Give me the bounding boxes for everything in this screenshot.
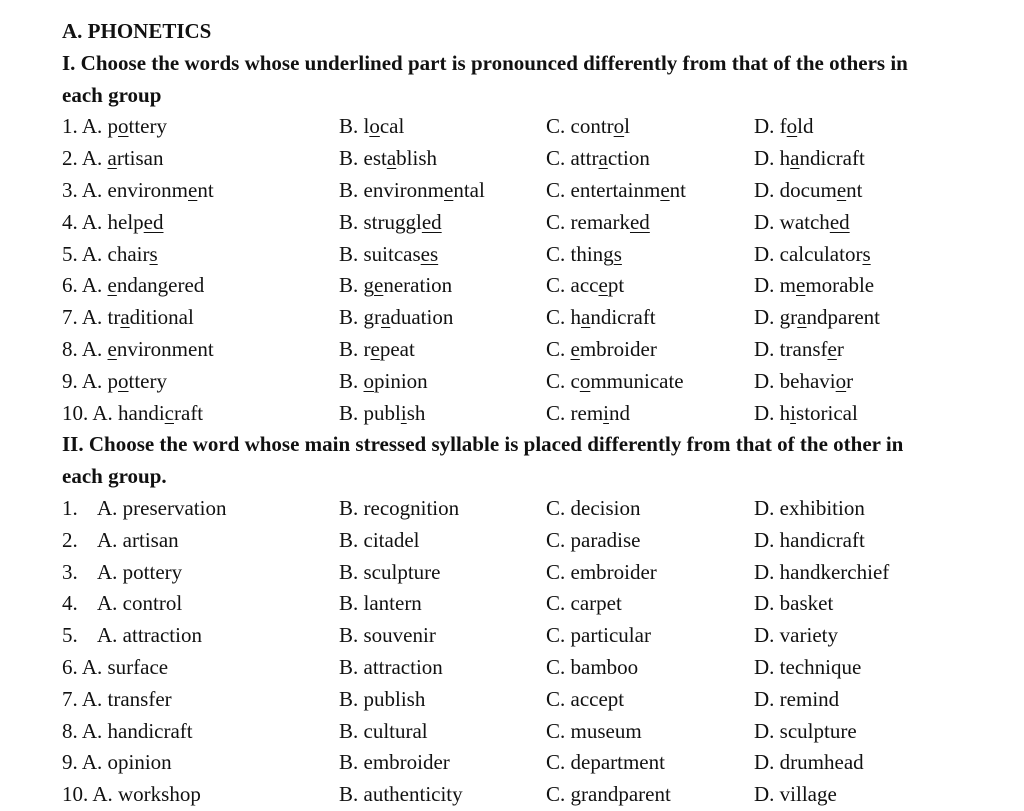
underlined-part: ed: [829, 209, 850, 234]
question-number: 7.: [62, 686, 82, 711]
option-text: A. transfer: [81, 686, 172, 711]
option-c: C. museum: [546, 718, 642, 743]
question-row: [62, 493, 1002, 525]
word-part: blish: [396, 146, 438, 171]
option-c: [546, 207, 650, 239]
question-number: 5. A.: [62, 241, 108, 266]
option-b: B. publish: [339, 686, 426, 711]
word-part: C. h: [546, 305, 582, 330]
question-number: 7. A.: [62, 305, 108, 330]
worksheet-page: [62, 16, 1002, 811]
word-part: D. docum: [754, 177, 837, 202]
word-part: C. rem: [546, 400, 604, 425]
underlined-part: o: [579, 368, 591, 393]
question-row: [62, 652, 1002, 684]
question-number: 1. A.: [62, 114, 108, 139]
question-number: 6.: [62, 654, 82, 679]
underlined-part: o: [369, 114, 380, 139]
question-number: 2. A.: [62, 146, 108, 171]
option-text: A. control: [97, 591, 183, 616]
word-part: B. struggl: [339, 209, 422, 234]
word-part: nd: [609, 400, 630, 425]
option-c: [546, 334, 657, 366]
option-c: [546, 111, 630, 143]
underlined-part: e: [836, 177, 847, 202]
option-a: [62, 493, 226, 525]
question-number: 1.: [62, 495, 78, 520]
underlined-part: e: [598, 273, 608, 298]
page-title: A. PHONETICS: [62, 19, 212, 43]
word-part: chair: [107, 241, 150, 266]
question-row: [62, 588, 1002, 620]
question-number: 10.: [62, 782, 93, 807]
question-row: [62, 779, 1002, 811]
question-number: 9. A.: [62, 368, 108, 393]
word-part: neration: [383, 273, 453, 298]
underlined-part: e: [660, 177, 670, 202]
underlined-part: ed: [629, 209, 650, 234]
question-number: 5.: [62, 623, 78, 648]
word-part: morable: [805, 273, 875, 298]
underlined-part: i: [603, 400, 609, 425]
word-part: tr: [107, 305, 121, 330]
question-row: [62, 716, 1002, 748]
word-part: storical: [796, 400, 858, 425]
word-part: B. r: [339, 336, 371, 361]
section2-heading-line1: II. Choose the word whose main stressed syllable is placed differently from that of the other in: [62, 432, 904, 457]
option-b: B. attraction: [339, 654, 443, 679]
option-a: [62, 270, 204, 302]
underlined-part: e: [374, 273, 384, 298]
option-c: C. accept: [546, 686, 625, 711]
option-d: D. village: [754, 782, 837, 807]
option-a: [62, 557, 182, 589]
option-c: [546, 143, 650, 175]
word-part: p: [107, 368, 119, 393]
word-part: C.: [546, 336, 571, 361]
word-part: nvironment: [116, 336, 214, 361]
underlined-part: o: [118, 368, 129, 393]
word-part: C. acc: [546, 273, 599, 298]
option-d: [754, 111, 814, 143]
option-d: D. basket: [754, 591, 834, 616]
question-number: 4. A.: [62, 209, 108, 234]
question-row: [62, 302, 1002, 334]
word-part: B. g: [339, 273, 375, 298]
underlined-part: a: [581, 305, 591, 330]
option-c: C. particular: [546, 623, 651, 648]
option-d: [754, 175, 863, 207]
option-d: D. remind: [754, 686, 840, 711]
word-part: pinion: [374, 368, 428, 393]
option-d: D. sculpture: [754, 718, 857, 743]
option-b: B. recognition: [339, 495, 460, 520]
word-part: D. calculator: [754, 241, 863, 266]
underlined-part: o: [363, 368, 375, 393]
word-part: B. gr: [339, 305, 381, 330]
option-b: B. cultural: [339, 718, 428, 743]
option-a: [62, 779, 201, 811]
word-part: mbroider: [579, 336, 657, 361]
option-a: [62, 684, 172, 716]
word-part: environm: [107, 177, 188, 202]
underlined-part: e: [444, 177, 454, 202]
word-part: B. publ: [339, 400, 401, 425]
option-c: [546, 366, 684, 398]
question-row: [62, 366, 1002, 398]
option-c: C. bamboo: [546, 654, 639, 679]
underlined-part: e: [827, 336, 837, 361]
word-part: handi: [118, 400, 165, 425]
underlined-part: e: [107, 336, 117, 361]
option-d: D. technique: [754, 654, 862, 679]
word-part: rtisan: [116, 146, 164, 171]
underlined-part: e: [107, 273, 117, 298]
word-part: peat: [379, 336, 415, 361]
option-a: [62, 239, 158, 271]
underlined-part: o: [118, 114, 129, 139]
word-part: ttery: [128, 114, 167, 139]
word-part: sh: [406, 400, 426, 425]
underlined-part: ed: [421, 209, 442, 234]
option-c: C. department: [546, 750, 665, 775]
underlined-part: c: [164, 400, 174, 425]
word-part: nt: [197, 177, 214, 202]
option-b: [339, 366, 428, 398]
word-part: B. environm: [339, 177, 444, 202]
option-d: [754, 366, 853, 398]
option-b: [339, 334, 415, 366]
word-part: C. attr: [546, 146, 599, 171]
question-row: [62, 525, 1002, 557]
word-part: ntal: [453, 177, 485, 202]
option-a: [62, 143, 164, 175]
option-d: D. variety: [754, 623, 838, 648]
underlined-part: s: [613, 241, 622, 266]
option-b: [339, 175, 485, 207]
word-part: ndicraft: [590, 305, 656, 330]
option-c: [546, 398, 630, 430]
option-b: B. souvenir: [339, 623, 436, 648]
question-number: 3.: [62, 559, 78, 584]
option-d: D. handkerchief: [754, 559, 890, 584]
question-number: 10. A.: [62, 400, 119, 425]
option-c: [546, 239, 622, 271]
option-b: [339, 398, 425, 430]
option-text: A. preservation: [97, 495, 227, 520]
option-c: [546, 175, 686, 207]
word-part: B. l: [339, 114, 370, 139]
question-number: 4.: [62, 591, 78, 616]
word-part: D. transf: [754, 336, 828, 361]
word-part: pt: [607, 273, 625, 298]
word-part: r: [836, 336, 844, 361]
option-d: [754, 398, 858, 430]
option-a: [62, 588, 182, 620]
word-part: mmunicate: [590, 368, 684, 393]
option-a: [62, 525, 179, 557]
underlined-part: e: [188, 177, 198, 202]
question-row: [62, 175, 1002, 207]
question-number: 6. A.: [62, 273, 108, 298]
question-row: [62, 143, 1002, 175]
word-part: D. m: [754, 273, 796, 298]
question-row: [62, 684, 1002, 716]
word-part: C. c: [546, 368, 580, 393]
underlined-part: i: [400, 400, 407, 425]
option-d: [754, 239, 871, 271]
option-d: [754, 270, 874, 302]
question-number: 9.: [62, 750, 82, 775]
option-d: D. handicraft: [754, 527, 865, 552]
option-text: A. opinion: [81, 750, 172, 775]
option-b: [339, 143, 437, 175]
question-row: [62, 270, 1002, 302]
option-text: A. pottery: [97, 559, 183, 584]
option-c: C. decision: [546, 495, 641, 520]
word-part: help: [107, 209, 144, 234]
question-row: [62, 334, 1002, 366]
section2-question-list: [62, 493, 1002, 811]
underlined-part: s: [862, 241, 871, 266]
option-d: D. drumhead: [754, 750, 864, 775]
question-row: [62, 398, 1002, 430]
word-part: C. contr: [546, 114, 614, 139]
option-text: A. surface: [81, 654, 169, 679]
option-b: B. sculpture: [339, 559, 441, 584]
word-part: ndangered: [116, 273, 205, 298]
word-part: D. behavi: [754, 368, 836, 393]
option-text: A. artisan: [97, 527, 179, 552]
underlined-part: a: [381, 305, 391, 330]
option-b: [339, 207, 442, 239]
option-d: [754, 207, 850, 239]
question-row: [62, 207, 1002, 239]
option-d: D. exhibition: [754, 495, 865, 520]
option-a: [62, 334, 214, 366]
question-number: 2.: [62, 527, 78, 552]
word-part: D. h: [754, 400, 791, 425]
word-part: D. watch: [754, 209, 830, 234]
question-row: [62, 557, 1002, 589]
option-b: B. citadel: [339, 527, 420, 552]
question-row: [62, 747, 1002, 779]
underlined-part: a: [797, 305, 807, 330]
option-b: B. authenticity: [339, 782, 463, 807]
word-part: C. entertainm: [546, 177, 661, 202]
underlined-part: es: [420, 241, 439, 266]
option-a: [62, 366, 167, 398]
option-a: [62, 747, 172, 779]
option-b: B. lantern: [339, 591, 422, 616]
word-part: D. h: [754, 146, 791, 171]
underlined-part: i: [790, 400, 797, 425]
option-c: [546, 302, 656, 334]
underlined-part: o: [613, 114, 625, 139]
section1-heading-line2: each group: [62, 82, 162, 107]
word-part: nt: [669, 177, 686, 202]
word-part: ld: [797, 114, 814, 139]
underlined-part: o: [835, 368, 847, 393]
underlined-part: a: [386, 146, 397, 171]
underlined-part: a: [120, 305, 130, 330]
word-part: ndicraft: [799, 146, 865, 171]
option-b: B. embroider: [339, 750, 450, 775]
option-a: [62, 652, 168, 684]
option-a: [62, 207, 164, 239]
word-part: C. thing: [546, 241, 614, 266]
word-part: duation: [390, 305, 454, 330]
word-part: B. est: [339, 146, 387, 171]
word-part: ndparent: [806, 305, 880, 330]
option-b: [339, 302, 453, 334]
underlined-part: a: [598, 146, 608, 171]
word-part: D. f: [754, 114, 787, 139]
underlined-part: a: [107, 146, 117, 171]
underlined-part: a: [790, 146, 800, 171]
word-part: B.: [339, 368, 364, 393]
word-part: ditional: [129, 305, 194, 330]
word-part: r: [846, 368, 854, 393]
option-d: [754, 302, 880, 334]
question-number: 3. A.: [62, 177, 108, 202]
word-part: B. suitcas: [339, 241, 421, 266]
option-a: [62, 398, 203, 430]
question-row: [62, 239, 1002, 271]
underlined-part: e: [370, 336, 380, 361]
word-part: cal: [379, 114, 405, 139]
option-c: C. grandparent: [546, 782, 671, 807]
underlined-part: ed: [143, 209, 164, 234]
option-text: A. attraction: [97, 623, 202, 648]
option-a: [62, 716, 193, 748]
word-part: D. gr: [754, 305, 798, 330]
option-c: [546, 270, 624, 302]
underlined-part: o: [786, 114, 798, 139]
option-a: [62, 111, 167, 143]
section1-heading-line1: I. Choose the words whose underlined part is pronounced differently from that of the others in: [62, 50, 908, 75]
underlined-part: e: [570, 336, 580, 361]
underlined-part: s: [149, 241, 158, 266]
question-row: [62, 620, 1002, 652]
option-text: A. workshop: [92, 782, 201, 807]
word-part: raft: [174, 400, 204, 425]
option-b: [339, 239, 438, 271]
option-c: C. paradise: [546, 527, 641, 552]
option-d: [754, 143, 865, 175]
underlined-part: e: [796, 273, 806, 298]
option-c: C. embroider: [546, 559, 657, 584]
word-part: nt: [846, 177, 863, 202]
section1-question-list: [62, 111, 1002, 429]
word-part: ction: [607, 146, 650, 171]
question-number: 8. A.: [62, 336, 108, 361]
word-part: l: [624, 114, 630, 139]
option-a: [62, 620, 202, 652]
option-text: A. handicraft: [81, 718, 193, 743]
word-part: C. remark: [546, 209, 630, 234]
question-row: [62, 111, 1002, 143]
word-part: ttery: [128, 368, 167, 393]
option-b: [339, 270, 452, 302]
word-part: p: [107, 114, 119, 139]
option-a: [62, 175, 214, 207]
question-number: 8.: [62, 718, 82, 743]
option-d: [754, 334, 844, 366]
option-b: [339, 111, 404, 143]
section2-heading-line2: each group.: [62, 464, 167, 489]
option-a: [62, 302, 194, 334]
option-c: C. carpet: [546, 591, 622, 616]
